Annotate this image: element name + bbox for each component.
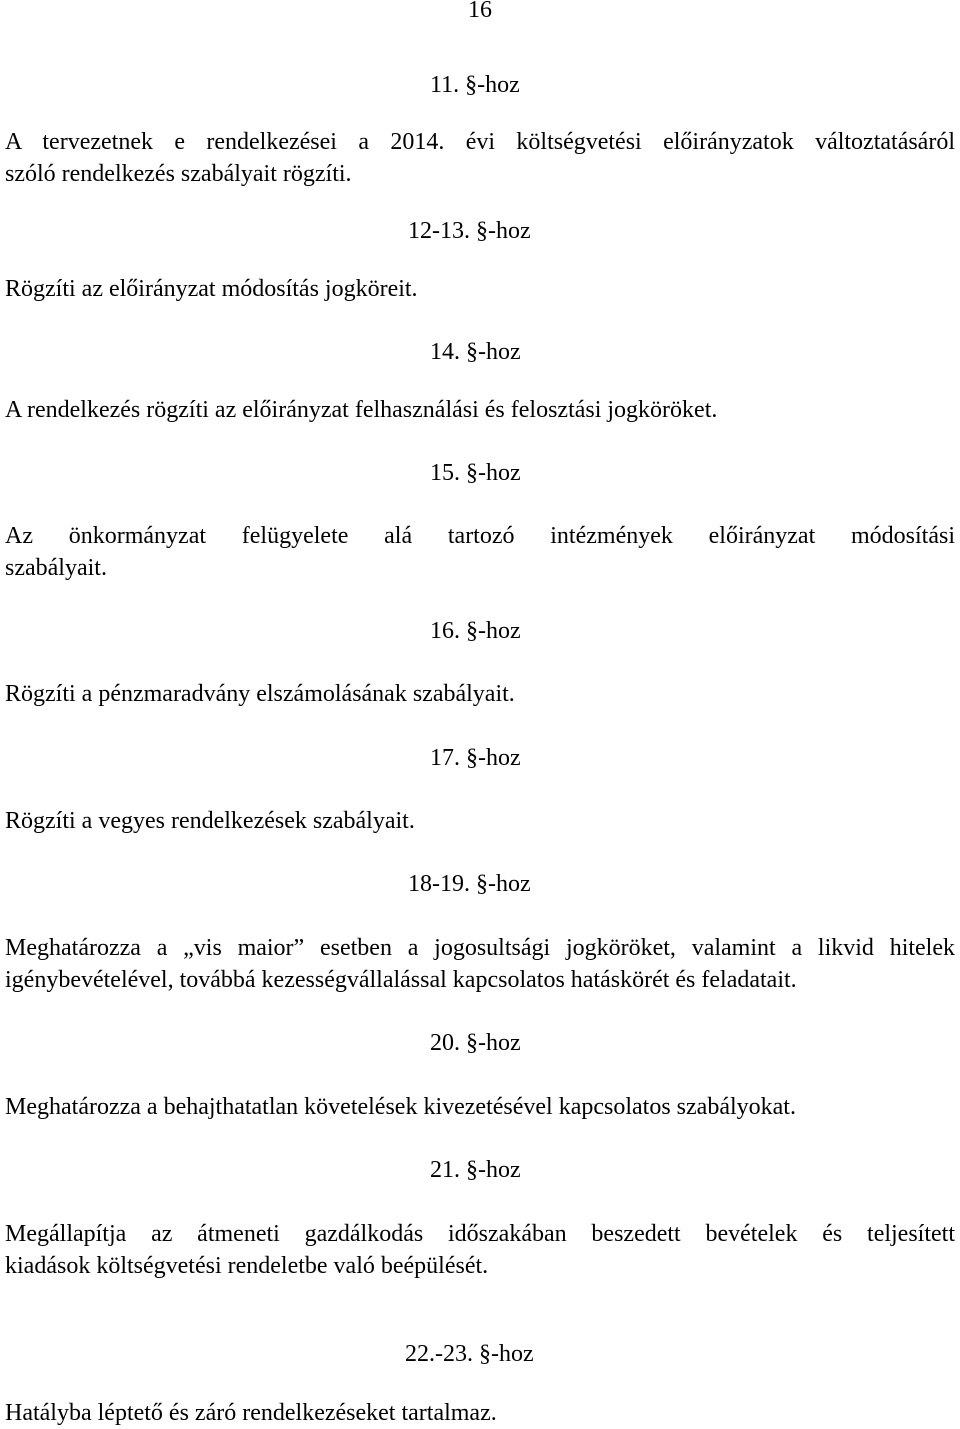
section-text: szabályait.: [5, 555, 107, 581]
section-heading: 12-13. §-hoz: [408, 218, 531, 244]
section-text: szóló rendelkezés szabályait rögzíti.: [5, 161, 352, 187]
section-text: Rögzíti a vegyes rendelkezések szabályait.: [5, 808, 415, 834]
section-text: Hatályba léptető és záró rendelkezéseket tartalmaz.: [5, 1400, 497, 1426]
section-heading: 16. §-hoz: [430, 618, 521, 644]
section-text: Rögzíti az előirányzat módosítás jogköreit.: [5, 276, 418, 302]
section-heading: 14. §-hoz: [430, 339, 521, 365]
section-text: Meghatározza a behajthatatlan követelések kivezetésével kapcsolatos szabályokat.: [5, 1094, 796, 1120]
section-text: kiadások költségvetési rendeletbe való beépülését.: [5, 1253, 489, 1279]
section-text: A rendelkezés rögzíti az előirányzat felhasználási és felosztási jogköröket.: [5, 397, 718, 423]
section-text: igénybevételével, továbbá kezességvállalással kapcsolatos hatáskörét és feladatait.: [5, 967, 797, 993]
section-text: A tervezetnek e rendelkezései a 2014. évi költségvetési előirányzatok változtatásáról: [5, 129, 955, 155]
section-heading: 21. §-hoz: [430, 1157, 521, 1183]
section-text: Rögzíti a pénzmaradvány elszámolásának szabályait.: [5, 681, 515, 707]
page-number: 16: [468, 0, 492, 23]
section-heading: 11. §-hoz: [430, 72, 520, 98]
section-heading: 22.-23. §-hoz: [405, 1341, 534, 1367]
section-text: Az önkormányzat felügyelete alá tartozó intézmények előirányzat módosítási: [5, 523, 955, 549]
section-heading: 17. §-hoz: [430, 745, 521, 771]
section-text: Meghatározza a „vis maior” esetben a jogosultsági jogköröket, valamint a likvid hitelek: [5, 935, 955, 961]
section-heading: 15. §-hoz: [430, 460, 521, 486]
section-text: Megállapítja az átmeneti gazdálkodás időszakában beszedett bevételek és teljesített: [5, 1221, 955, 1247]
section-heading: 20. §-hoz: [430, 1030, 521, 1056]
section-heading: 18-19. §-hoz: [408, 871, 531, 897]
